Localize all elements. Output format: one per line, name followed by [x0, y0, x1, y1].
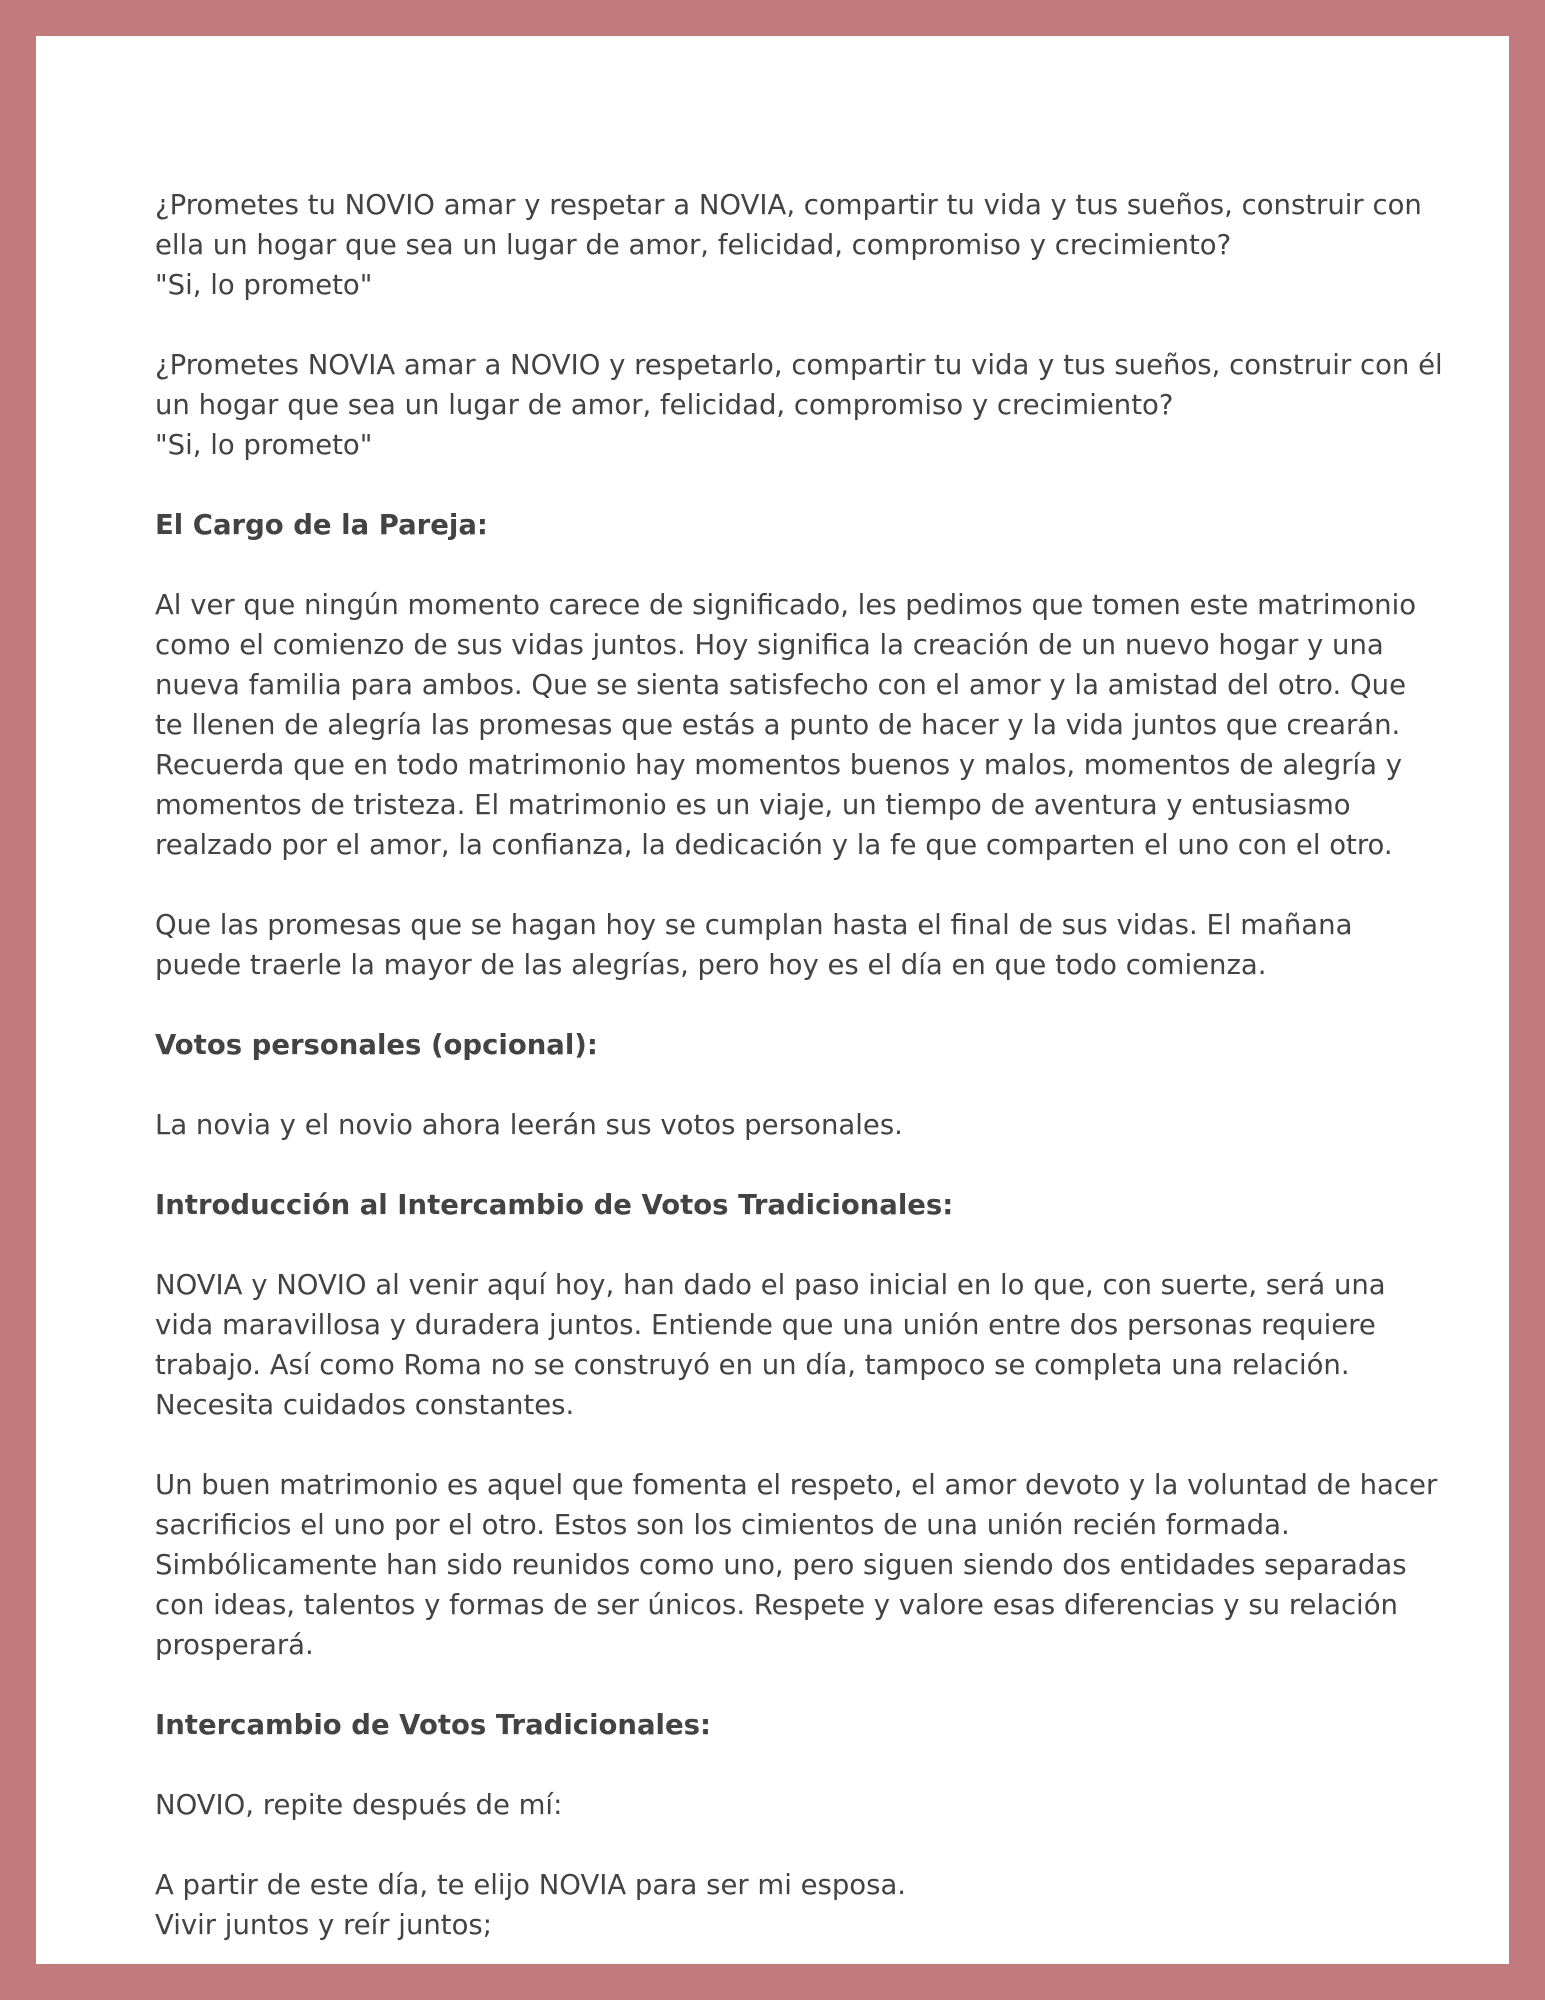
text-line: con ideas, talentos y formas de ser únicos. Respete y valore esas diferencias y su relación — [155, 1589, 1398, 1621]
text-line: ¿Prometes NOVIA amar a NOVIO y respetarlo, compartir tu vida y tus sueños, construir con él — [155, 349, 1443, 381]
traditional-exchange-instruction: NOVIO, repite después de mí: — [155, 1789, 563, 1821]
text-line: trabajo. Así como Roma no se construyó en un día, tampoco se completa una relación. — [155, 1349, 1350, 1381]
text-line: Simbólicamente han sido reunidos como uno, pero siguen siendo dos entidades separadas — [155, 1549, 1407, 1581]
text-line: Recuerda que en todo matrimonio hay momentos buenos y malos, momentos de alegría y — [155, 749, 1403, 781]
section-heading-couple-charge: El Cargo de la Pareja: — [155, 509, 488, 541]
text-line: un hogar que sea un lugar de amor, felicidad, compromiso y crecimiento? — [155, 389, 1174, 421]
text-line: Un buen matrimonio es aquel que fomenta el respeto, el amor devoto y la voluntad de hacer — [155, 1469, 1438, 1501]
vow-question-bride — [155, 345, 1465, 465]
text-line: prosperará. — [155, 1629, 314, 1661]
text-line: Necesita cuidados constantes. — [155, 1389, 575, 1421]
text-line: te llenen de alegría las promesas que estás a punto de hacer y la vida juntos que crearán. — [155, 709, 1401, 741]
section-heading-personal-vows: Votos personales (opcional): — [155, 1029, 598, 1061]
section-heading-traditional-intro: Introducción al Intercambio de Votos Tradicionales: — [155, 1189, 954, 1221]
couple-charge-paragraph-2 — [155, 905, 1465, 985]
text-line: como el comienzo de sus vidas juntos. Hoy significa la creación de un nuevo hogar y una — [155, 629, 1384, 661]
text-line: sacrificios el uno por el otro. Estos son los cimientos de una unión recién formada. — [155, 1509, 1290, 1541]
section-heading-traditional-exchange: Intercambio de Votos Tradicionales: — [155, 1709, 711, 1741]
document-body — [155, 185, 1465, 1945]
vow-answer: "Si, lo prometo" — [155, 269, 373, 301]
traditional-intro-paragraph-2 — [155, 1465, 1465, 1665]
document-page — [36, 36, 1509, 1964]
text-line: NOVIA y NOVIO al venir aquí hoy, han dado el paso inicial en lo que, con suerte, será una — [155, 1269, 1386, 1301]
text-line: vida maravillosa y duradera juntos. Entiende que una unión entre dos personas requiere — [155, 1309, 1376, 1341]
personal-vows-text: La novia y el novio ahora leerán sus votos personales. — [155, 1109, 903, 1141]
vow-question-groom — [155, 185, 1465, 305]
text-line: realzado por el amor, la confianza, la dedicación y la fe que comparten el uno con el otro. — [155, 829, 1393, 861]
text-line: Vivir juntos y reír juntos; — [155, 1909, 493, 1941]
text-line: puede traerle la mayor de las alegrías, pero hoy es el día en que todo comienza. — [155, 949, 1267, 981]
traditional-exchange-vow — [155, 1865, 1465, 1945]
text-line: nueva familia para ambos. Que se sienta satisfecho con el amor y la amistad del otro. Que — [155, 669, 1406, 701]
couple-charge-paragraph-1 — [155, 585, 1465, 865]
traditional-intro-paragraph-1 — [155, 1265, 1465, 1425]
text-line: ella un hogar que sea un lugar de amor, felicidad, compromiso y crecimiento? — [155, 229, 1232, 261]
text-line: A partir de este día, te elijo NOVIA para ser mi esposa. — [155, 1869, 907, 1901]
text-line: Al ver que ningún momento carece de significado, les pedimos que tomen este matrimonio — [155, 589, 1417, 621]
text-line: momentos de tristeza. El matrimonio es un viaje, un tiempo de aventura y entusiasmo — [155, 789, 1351, 821]
vow-answer: "Si, lo prometo" — [155, 429, 373, 461]
text-line: Que las promesas que se hagan hoy se cumplan hasta el final de sus vidas. El mañana — [155, 909, 1353, 941]
text-line: ¿Prometes tu NOVIO amar y respetar a NOVIA, compartir tu vida y tus sueños, construir con — [155, 189, 1422, 221]
